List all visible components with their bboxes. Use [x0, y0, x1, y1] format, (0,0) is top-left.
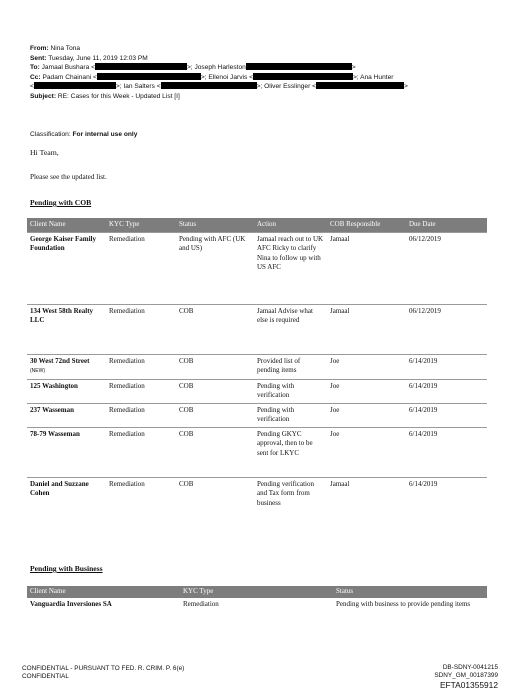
- table-row: [27, 598, 487, 612]
- col-header: KYC Type: [106, 218, 176, 232]
- cell-action: Pending with verification: [254, 403, 327, 427]
- table-row: [27, 304, 487, 354]
- cell-action: Jamaal Advise what else is required: [254, 304, 327, 354]
- cell-due: 6/14/2019: [406, 379, 487, 403]
- cell-due: 6/14/2019: [406, 403, 487, 427]
- sent-line: Sent: Tuesday, June 11, 2019 12:03 PM: [30, 54, 148, 62]
- new-badge: (NEW): [30, 368, 45, 374]
- cell-due: 6/14/2019: [406, 477, 487, 529]
- classification: Classification: For internal use only: [30, 131, 138, 138]
- cell-action: Jamaal reach out to UK AFC Ricky to clarify Nina to follow up with US AFC: [254, 232, 327, 304]
- cell-status: Pending with business to provide pending items: [336, 599, 471, 608]
- cell-status: Pending with AFC (UK and US): [176, 232, 254, 304]
- cell-due: 06/12/2019: [406, 232, 487, 304]
- redaction-block: [34, 82, 116, 89]
- cell-kyc: Remediation: [106, 379, 176, 403]
- table-row: [27, 379, 487, 403]
- bates-number: DB-SDNY-0041215: [442, 664, 498, 671]
- to-line: To: Jamaal Bushara < >; Joseph Harleston >: [30, 64, 356, 72]
- section-title-cob: Pending with COB: [30, 198, 92, 207]
- cell-due: 6/14/2019: [406, 427, 487, 477]
- cell-kyc: Remediation: [106, 354, 176, 379]
- cell-action: Pending with verification: [254, 379, 327, 403]
- cell-action: Pending verification and Tax form from business: [254, 477, 327, 529]
- intro-text: Please see the updated list.: [30, 173, 107, 181]
- cell-client: George Kaiser Family Foundation: [27, 232, 106, 304]
- footer-left: [22, 665, 184, 682]
- cell-action: Pending GKYC approval, then to be sent for LKYC: [254, 427, 327, 477]
- cell-kyc: Remediation: [106, 304, 176, 354]
- cell-status: COB: [176, 477, 254, 529]
- cell-action: Provided list of pending items: [254, 354, 327, 379]
- col-header: Client Name: [27, 218, 106, 232]
- col-header: Client Name: [27, 586, 180, 598]
- cell-client: 78-79 Wasseman: [27, 427, 106, 477]
- redaction-block: [246, 63, 352, 70]
- cell-client: 30 West 72nd Street (NEW): [27, 354, 106, 379]
- cell-client: 125 Washington: [27, 379, 106, 403]
- from-line: From: Nina Tona: [30, 45, 81, 52]
- table-row: [27, 403, 487, 427]
- redaction-block: [253, 73, 353, 80]
- subject-line: Subject: RE: Cases for this Week - Updated List [I]: [30, 92, 180, 100]
- cob-table-header: [27, 218, 487, 232]
- cell-kyc: Remediation: [183, 599, 219, 608]
- footer-confidential: CONFIDENTIAL: [22, 673, 69, 681]
- table-row: [27, 477, 487, 529]
- cob-table: [27, 218, 487, 529]
- redaction-block: [161, 82, 257, 89]
- cell-cob: Joe: [327, 379, 406, 403]
- cc-line-continued: < >; Ian Salters < >; Oliver Esslinger < >: [30, 83, 408, 91]
- cell-cob: Jamaal: [327, 477, 406, 529]
- cell-cob: Joe: [327, 427, 406, 477]
- redaction-block: [316, 82, 404, 89]
- cell-status: COB: [176, 354, 254, 379]
- col-header: Status: [176, 218, 254, 232]
- cell-kyc: Remediation: [106, 403, 176, 427]
- col-header: Action: [254, 218, 327, 232]
- redaction-block: [97, 73, 201, 80]
- redaction-block: [95, 63, 187, 70]
- cell-client: 134 West 58th Realty LLC: [27, 304, 106, 354]
- cell-due: 6/14/2019: [406, 354, 487, 379]
- greeting: Hi Team,: [30, 148, 59, 157]
- table-row: [27, 354, 487, 379]
- col-header: Status: [333, 586, 487, 598]
- section-title-business: Pending with Business: [30, 564, 103, 573]
- efta-number: EFTA01355912: [439, 679, 498, 690]
- cell-due: 06/12/2019: [406, 304, 487, 354]
- col-header: KYC Type: [180, 586, 333, 598]
- col-header: COB Responsible: [327, 218, 406, 232]
- email-header: [30, 44, 408, 102]
- col-header: Due Date: [406, 218, 487, 232]
- cell-kyc: Remediation: [106, 232, 176, 304]
- cell-client: Daniel and Suzzane Cohen: [27, 477, 106, 529]
- cell-cob: Joe: [327, 403, 406, 427]
- cell-status: COB: [176, 403, 254, 427]
- business-table-header: [27, 586, 487, 598]
- cell-cob: Jamaal: [327, 304, 406, 354]
- cell-client: 237 Wasseman: [27, 403, 106, 427]
- footer-right: [434, 664, 498, 690]
- cell-status: COB: [176, 427, 254, 477]
- cc-line: Cc: Padam Chainani < >; Ellenoi Jarvis < >; Ana Hunter: [30, 73, 394, 81]
- business-table: [27, 586, 487, 611]
- footer-confidential-notice: CONFIDENTIAL - PURSUANT TO FED. R. CRIM. P. 6(e): [22, 665, 185, 672]
- cell-client: Vanguardia Inversiones SA: [30, 599, 112, 608]
- cell-kyc: Remediation: [106, 477, 176, 529]
- cell-cob: Joe: [327, 354, 406, 379]
- table-row: [27, 427, 487, 477]
- table-row: [27, 232, 487, 304]
- cell-status: COB: [176, 379, 254, 403]
- cell-status: COB: [176, 304, 254, 354]
- bates-number: SDNY_GM_00187399: [434, 672, 498, 680]
- cell-cob: Jamaal: [327, 232, 406, 304]
- cell-kyc: Remediation: [106, 427, 176, 477]
